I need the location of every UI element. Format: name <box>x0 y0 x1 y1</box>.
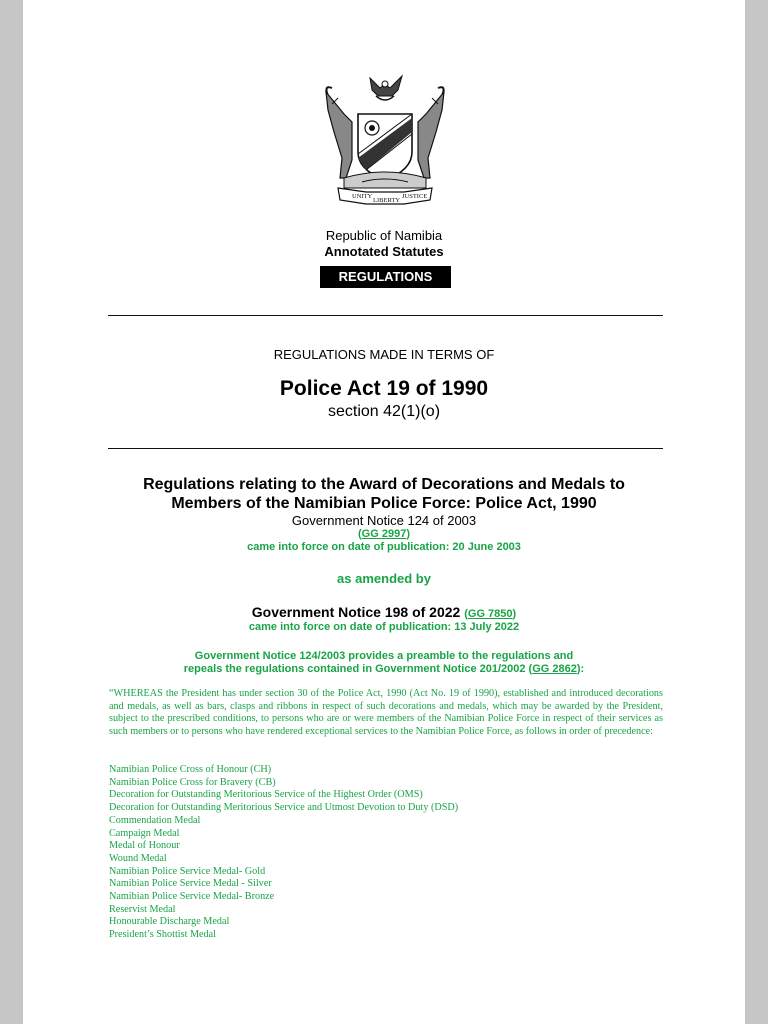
original-gazette-ref <box>23 528 745 540</box>
amendment-gazette-ref <box>464 608 516 620</box>
list-item: Decoration for Outstanding Meritorious Service of the Highest Order (OMS) <box>109 789 423 801</box>
editorial-note-prefix: repeals the regulations contained in Government Notice 201/2002 ( <box>183 663 533 675</box>
list-item: Namibian Police Service Medal - Silver <box>109 878 272 890</box>
document-page <box>23 0 745 1024</box>
list-item: Honourable Discharge Medal <box>109 916 230 928</box>
amendment-notice-line <box>23 604 745 620</box>
list-item: Namibian Police Cross for Bravery (CB) <box>109 776 276 788</box>
motto-liberty: LIBERTY <box>373 197 401 204</box>
original-in-force-date: came into force on date of publication: 20 June 2003 <box>247 541 521 553</box>
top-divider <box>108 315 663 316</box>
act-title: Police Act 19 of 1990 <box>279 377 489 400</box>
gazette-close-paren: ) <box>406 528 410 540</box>
editorial-note-line-1: Government Notice 124/2003 provides a preamble to the regulations and <box>194 650 574 662</box>
gazette-open-paren: ( <box>358 528 362 540</box>
editorial-note-line-2 <box>23 663 745 676</box>
editorial-note <box>23 650 745 676</box>
motto-justice: JUSTICE <box>402 193 428 200</box>
regulation-title-line-2: Members of the Namibian Police Force: Police Act, 1990 <box>171 495 597 512</box>
list-item: Reservist Medal <box>109 903 176 915</box>
amendment-in-force-date: came into force on date of publication: 13 July 2022 <box>248 621 520 633</box>
bottom-divider <box>108 448 663 449</box>
regulation-title <box>23 475 745 513</box>
issuer-name: Republic of Namibia <box>325 228 443 243</box>
list-item: Decoration for Outstanding Meritorious Service and Utmost Devotion to Duty (DSD) <box>109 802 459 814</box>
list-item: President’s Shottist Medal <box>109 929 216 941</box>
original-notice: Government Notice 124 of 2003 <box>291 513 477 528</box>
list-item: Commendation Medal <box>109 814 201 826</box>
gazette-link-2997[interactable]: GG 2997 <box>361 528 407 540</box>
intro-heading: REGULATIONS MADE IN TERMS OF <box>273 347 495 362</box>
list-item: Medal of Honour <box>109 840 180 852</box>
preamble-paragraph: “WHEREAS the President has under section 30 of the Police Act, 1990 (Act No. 19 of 1990), established and introduced decorations and medals, as well as bars, clasps and ribbons in respect of such decorations and medals, which may be awarded by the President, subject to the prescribed conditions, to persons who are or were members of the Namibian Police Force in respect of their services as such members or to persons who have rendered exceptional services to the Namibian Police Force, as follows in order of precedence: <box>109 688 663 737</box>
motto-unity: UNITY <box>352 193 373 200</box>
collection-name: Annotated Statutes <box>324 244 444 259</box>
gazette-link-2862[interactable]: GG 2862 <box>532 663 577 675</box>
gazette-close-paren: ) <box>512 608 517 620</box>
list-item: Namibian Police Cross of Honour (CH) <box>109 764 272 775</box>
editorial-note-suffix: ): <box>576 663 585 675</box>
amended-by-label: as amended by <box>337 571 431 586</box>
gazette-link-7850[interactable]: GG 7850 <box>467 608 513 620</box>
namibia-coat-of-arms-emblem <box>318 70 452 208</box>
amendment-notice: Government Notice 198 of 2022 <box>251 604 461 620</box>
list-item: Campaign Medal <box>109 827 180 839</box>
gazette-open-paren: ( <box>464 608 468 620</box>
list-item: Namibian Police Service Medal- Gold <box>109 865 266 877</box>
list-item: Namibian Police Service Medal- Bronze <box>109 891 275 903</box>
list-item: Wound Medal <box>109 852 167 864</box>
medal-list <box>109 764 663 942</box>
regulations-label: REGULATIONS <box>320 266 451 288</box>
regulation-title-line-1: Regulations relating to the Award of Decorations and Medals to <box>143 476 625 493</box>
act-section: section 42(1)(o) <box>327 403 441 420</box>
